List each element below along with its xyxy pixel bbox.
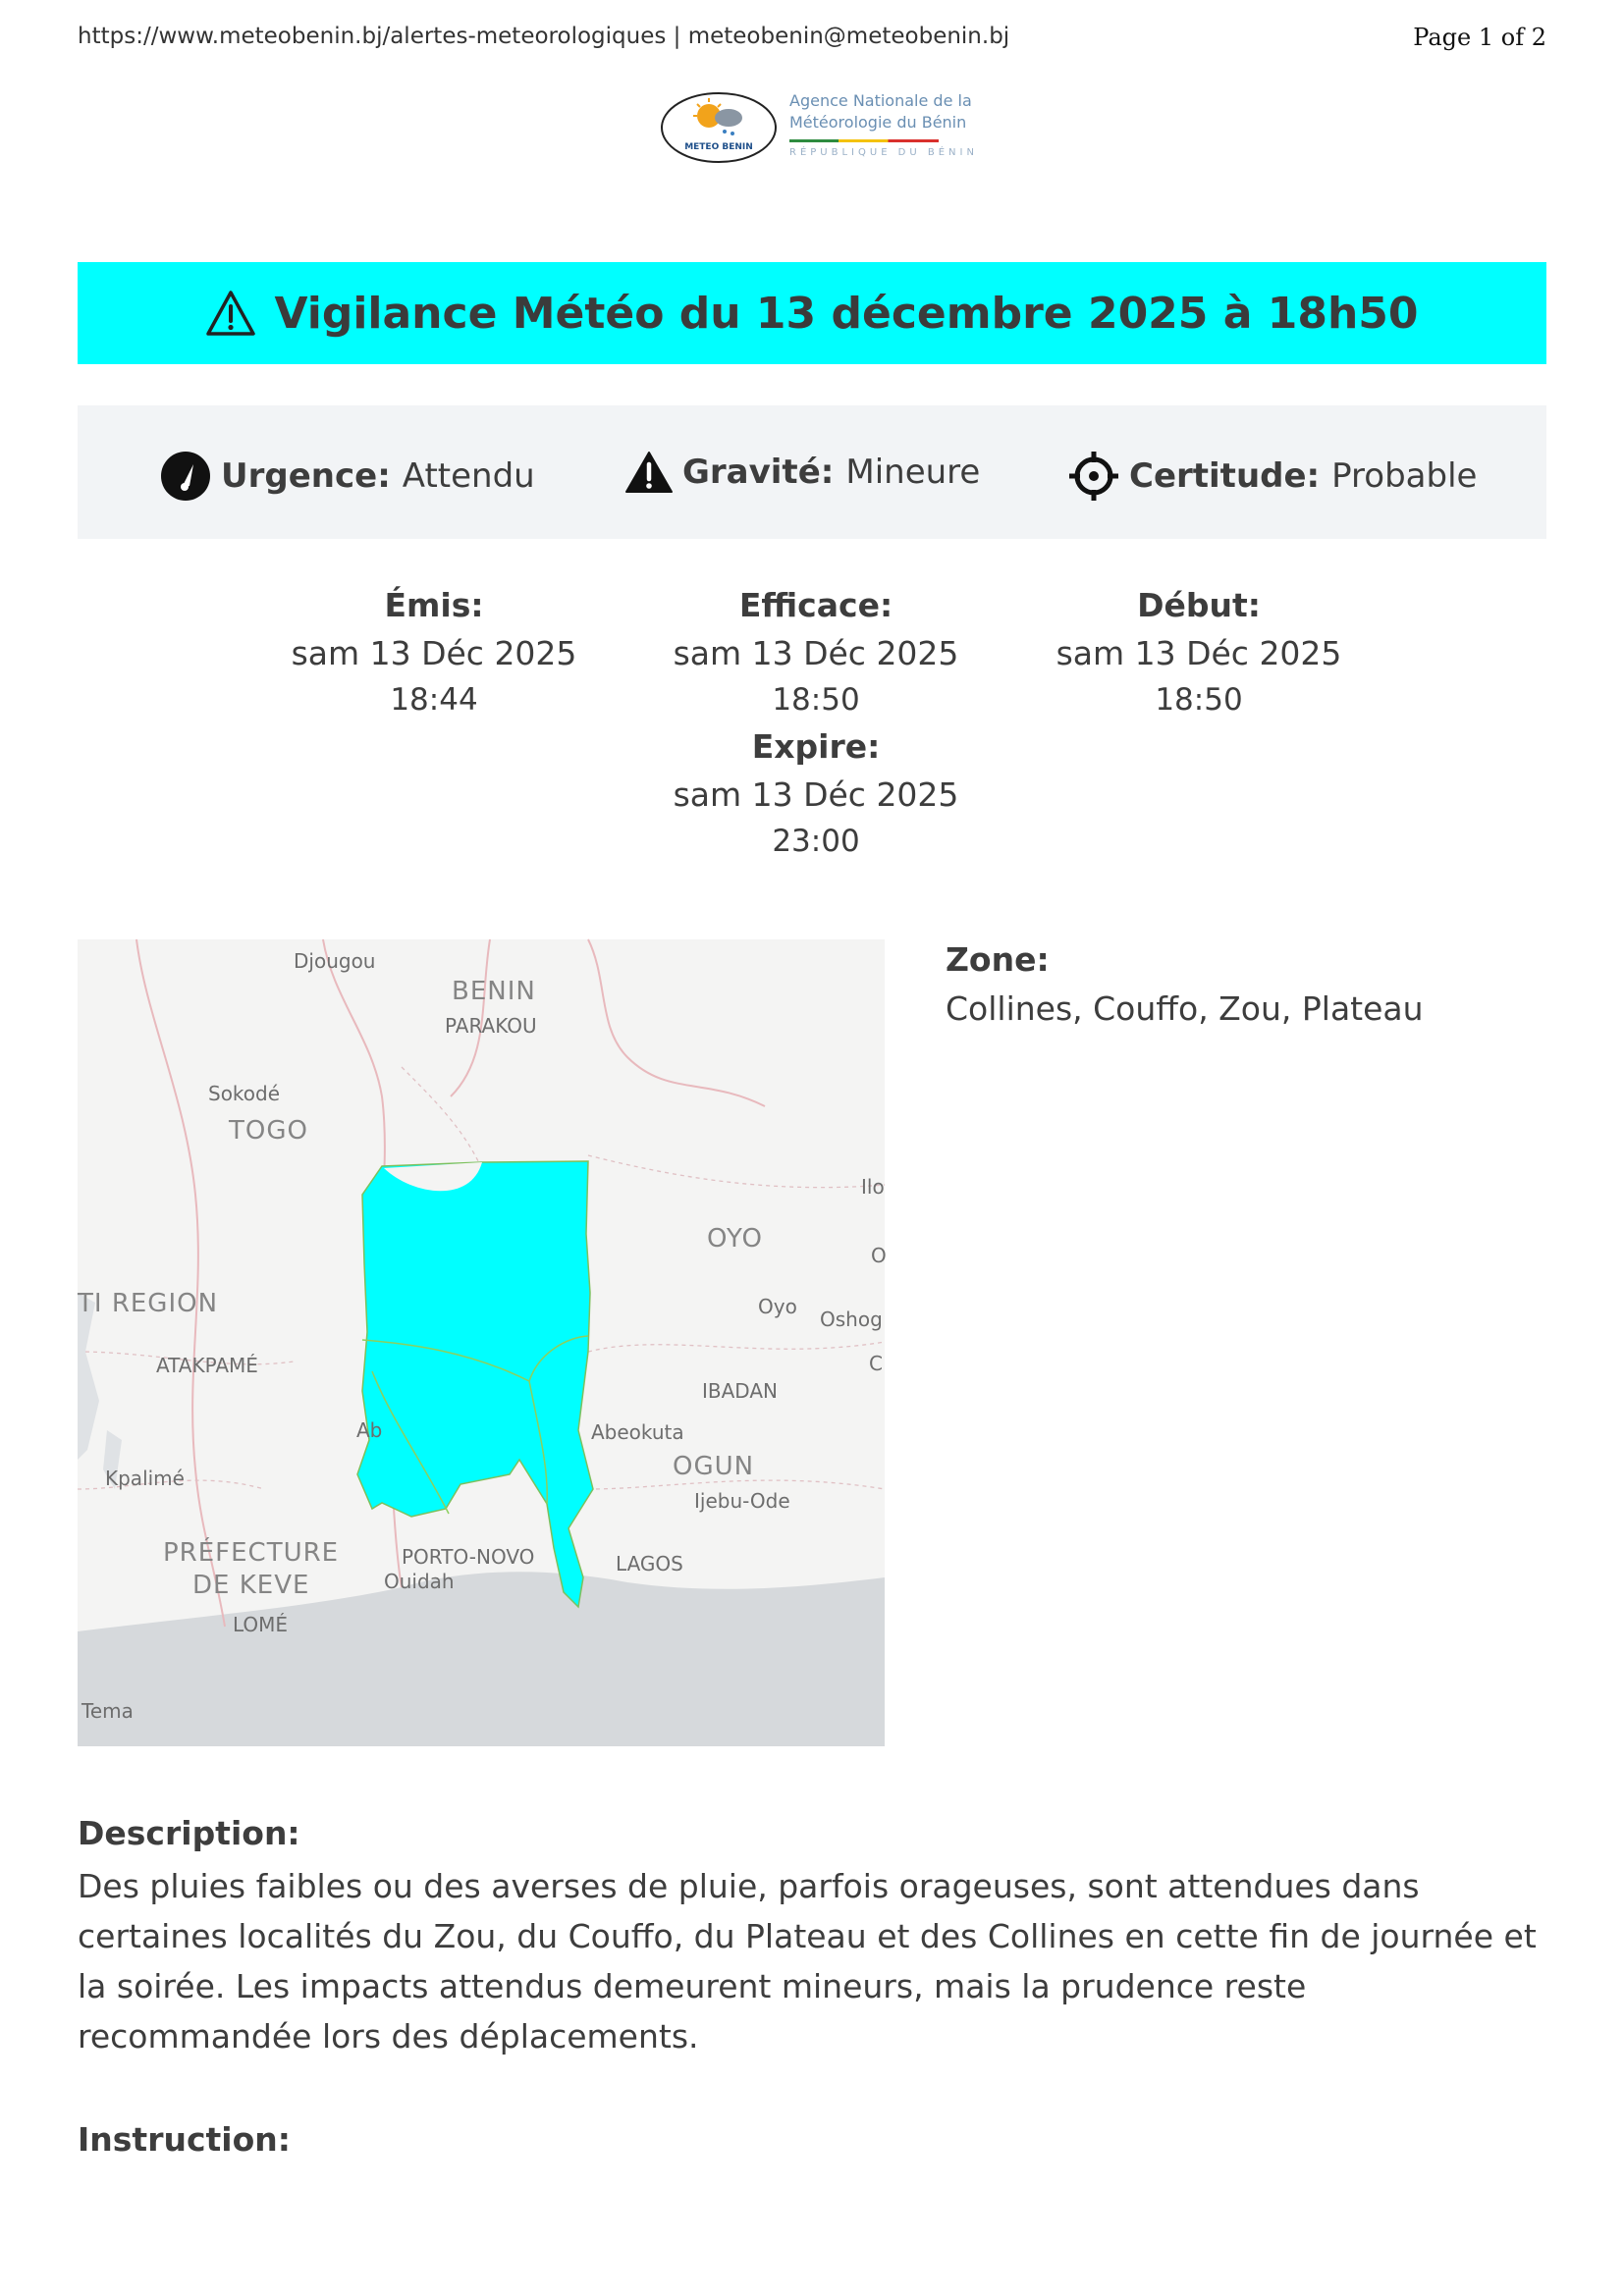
map-label-c: C bbox=[869, 1352, 883, 1375]
map-label-oshog: Oshog bbox=[820, 1308, 883, 1331]
map-label-atakpame: ATAKPAMÉ bbox=[156, 1354, 258, 1377]
meteo-benin-logo bbox=[658, 88, 982, 167]
effective-date: sam 13 Déc 2025 bbox=[673, 634, 959, 672]
map-label-ouidah: Ouidah bbox=[384, 1570, 455, 1593]
map-label-ab: Ab bbox=[356, 1418, 383, 1442]
effective-label: Efficace: bbox=[738, 586, 893, 624]
instruction-label: Instruction: bbox=[78, 2120, 291, 2159]
map-label-ilo: Ilo bbox=[861, 1175, 885, 1199]
logo-emblem-icon bbox=[658, 88, 780, 167]
map-label-lagos: LAGOS bbox=[616, 1552, 683, 1575]
map-label-ogun: OGUN bbox=[673, 1452, 755, 1481]
severity-label: Gravité: bbox=[682, 453, 835, 492]
map-label-tema: Tema bbox=[81, 1699, 134, 1723]
map-label-plateaux: TI REGION bbox=[78, 1289, 219, 1318]
urgency-item bbox=[160, 451, 535, 502]
expires-time: 23:00 bbox=[772, 824, 860, 859]
expires-label: Expire: bbox=[751, 727, 881, 766]
crosshair-icon bbox=[1068, 451, 1119, 502]
certainty-label: Certitude: bbox=[1129, 456, 1321, 496]
alert-map[interactable] bbox=[78, 939, 885, 1746]
alert-meta-bar bbox=[78, 405, 1546, 539]
map-label-portonovo: PORTO-NOVO bbox=[402, 1545, 535, 1569]
gauge-icon bbox=[160, 451, 211, 502]
certainty-item bbox=[1068, 451, 1477, 502]
map-label-o: O bbox=[871, 1244, 887, 1267]
map-label-ibadan: IBADAN bbox=[702, 1379, 778, 1403]
urgency-label: Urgence: bbox=[221, 456, 391, 496]
logo-line-1: Agence Nationale de la bbox=[789, 91, 972, 110]
map-label-djougou: Djougou bbox=[294, 949, 376, 973]
expires-date: sam 13 Déc 2025 bbox=[673, 775, 959, 814]
effective-time: 18:50 bbox=[772, 682, 860, 718]
map-label-sokode: Sokodé bbox=[208, 1082, 281, 1105]
zone-value: Collines, Couffo, Zou, Plateau bbox=[946, 989, 1424, 1028]
map-label-kpalime: Kpalimé bbox=[105, 1467, 185, 1490]
map-background bbox=[78, 939, 885, 1746]
map-label-prefecture: PRÉFECTURE bbox=[163, 1538, 340, 1568]
severity-item bbox=[625, 451, 980, 494]
description-text: Des pluies faibles ou des averses de pluie, parfois orageuses, sont attendues dans certaines localités du Zou, du Couffo, du Plateau et des Collines en cette fin de journée et la soirée. Les impacts attendus demeurent mineurs, mais la prudence reste recommandée lors des déplacements. bbox=[78, 1867, 1537, 2056]
logo-line-3: RÉPUBLIQUE DU BÉNIN bbox=[789, 147, 978, 158]
map-label-lome: LOMÉ bbox=[233, 1613, 289, 1636]
map-label-ijebu: Ijebu-Ode bbox=[694, 1489, 790, 1513]
issued-date: sam 13 Déc 2025 bbox=[291, 634, 577, 672]
zone-label: Zone: bbox=[946, 940, 1050, 979]
certainty-value: Probable bbox=[1331, 456, 1478, 496]
logo-flag-rule bbox=[789, 139, 939, 142]
map-label-parakou: PARAKOU bbox=[445, 1014, 537, 1038]
alert-title: Vigilance Météo du 13 décembre 2025 à 18h50 bbox=[274, 288, 1419, 339]
page-number: Page 1 of 2 bbox=[1413, 24, 1546, 51]
map-label-abeokuta: Abeokuta bbox=[591, 1420, 684, 1444]
map-label-togo: TOGO bbox=[229, 1116, 308, 1146]
map-label-oyo-region: OYO bbox=[707, 1224, 763, 1254]
issued-block bbox=[247, 581, 621, 722]
issued-label: Émis: bbox=[384, 586, 484, 624]
logo-line-2: Météorologie du Bénin bbox=[789, 113, 967, 132]
effective-block bbox=[629, 581, 1002, 864]
severity-value: Mineure bbox=[845, 453, 981, 492]
warning-icon bbox=[625, 451, 673, 494]
warning-triangle-icon bbox=[205, 290, 256, 337]
header-url: https://www.meteobenin.bj/alertes-meteorologiques | meteobenin@meteobenin.bj bbox=[78, 24, 1010, 49]
map-label-oyo-city: Oyo bbox=[758, 1295, 797, 1318]
map-label-benin: BENIN bbox=[452, 977, 536, 1006]
map-label-dekeve: DE KEVE bbox=[192, 1571, 310, 1600]
issued-time: 18:44 bbox=[390, 682, 478, 718]
zone-block bbox=[946, 935, 1424, 1034]
urgency-value: Attendu bbox=[402, 456, 535, 496]
onset-block bbox=[1012, 581, 1385, 722]
alert-banner bbox=[78, 262, 1546, 364]
onset-date: sam 13 Déc 2025 bbox=[1056, 634, 1342, 672]
description-label: Description: bbox=[78, 1814, 300, 1852]
onset-time: 18:50 bbox=[1155, 682, 1243, 718]
onset-label: Début: bbox=[1137, 586, 1261, 624]
logo-badge-text: METEO BENIN bbox=[684, 142, 753, 152]
